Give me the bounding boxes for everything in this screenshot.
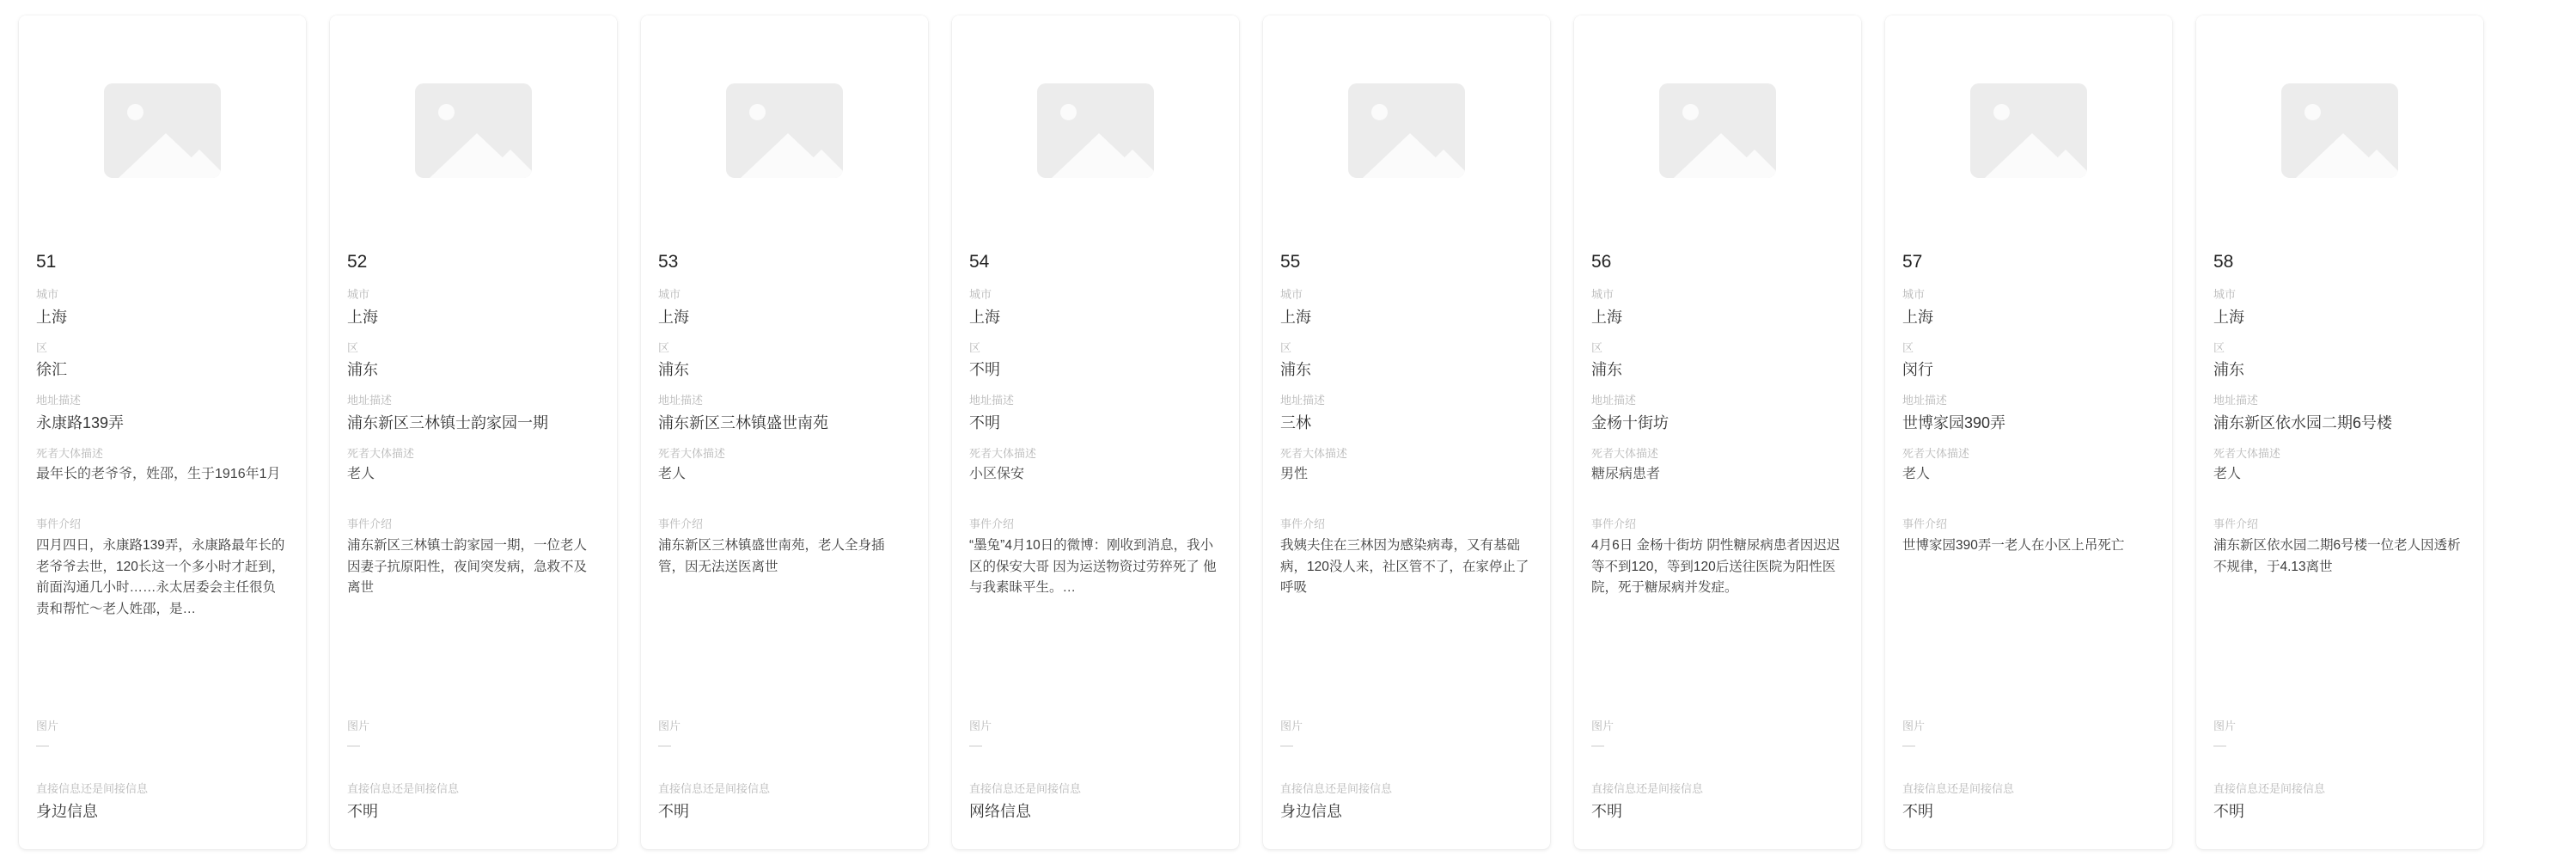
- field-body-desc-label: 死者大体描述: [1591, 446, 1659, 460]
- field-district: [1591, 340, 1844, 382]
- field-district-label: 区: [1280, 340, 1292, 354]
- image-placeholder-icon: [1659, 83, 1776, 178]
- field-image: [347, 718, 600, 756]
- field-source-value: 不明: [1591, 802, 1622, 820]
- card-body: [19, 246, 306, 849]
- field-source-label: 直接信息还是间接信息: [347, 782, 460, 796]
- field-address: [658, 392, 911, 434]
- field-address-value: 浦东新区三林镇盛世南苑: [658, 413, 828, 432]
- card-body: [1263, 246, 1550, 849]
- field-address-value: 不明: [969, 413, 1000, 432]
- field-address-label: 地址描述: [36, 394, 82, 407]
- field-image-value: —: [1280, 738, 1293, 754]
- field-source-value: 身边信息: [1280, 802, 1342, 820]
- field-image-value: —: [347, 738, 360, 754]
- field-source-label: 直接信息还是间接信息: [658, 782, 771, 796]
- field-source: [1902, 780, 2155, 823]
- field-city: [2213, 286, 2466, 328]
- field-body-desc-label: 死者大体描述: [2213, 446, 2281, 460]
- field-image: [2213, 718, 2466, 756]
- field-address-value: 永康路139弄: [36, 413, 125, 432]
- field-district-label: 区: [2213, 340, 2225, 354]
- record-card[interactable]: [1263, 15, 1550, 849]
- field-city-label: 城市: [1591, 288, 1615, 302]
- field-body-desc: [2213, 445, 2466, 486]
- field-image-label: 图片: [1591, 719, 1615, 732]
- image-placeholder-icon: [1348, 83, 1465, 178]
- field-city-label: 城市: [1280, 288, 1303, 302]
- field-address-value: 金杨十街坊: [1591, 413, 1669, 432]
- field-source: [36, 780, 289, 823]
- card-image-placeholder: [1574, 15, 1861, 246]
- card-body: [330, 246, 617, 849]
- field-source: [347, 780, 600, 823]
- field-address-label: 地址描述: [1280, 394, 1326, 407]
- field-event-intro-label: 事件介绍: [36, 517, 82, 531]
- field-body-desc-label: 死者大体描述: [969, 446, 1037, 460]
- field-address-value: 三林: [1280, 413, 1311, 432]
- field-source-label: 直接信息还是间接信息: [36, 782, 149, 796]
- field-image-value: —: [1902, 738, 1915, 754]
- field-district: [36, 340, 289, 382]
- image-placeholder-icon: [726, 83, 843, 178]
- field-district-value: 浦东: [658, 361, 689, 379]
- record-id: 52: [347, 252, 368, 272]
- field-source-value: 不明: [658, 802, 689, 820]
- field-city-label: 城市: [36, 288, 59, 302]
- card-image-placeholder: [952, 15, 1239, 246]
- field-event-intro-value: 浦东新区依水园二期6号楼一位老人因透析不规律，于4.13离世: [2213, 537, 2461, 574]
- field-event-intro-value: “墨兔”4月10日的微博：刚收到消息，我小区的保安大哥 因为运送物资过劳猝死了 他与我素昧平生。…: [969, 537, 1217, 596]
- field-body-desc-value: 男性: [1280, 467, 1309, 482]
- field-event-intro-label: 事件介绍: [658, 517, 704, 531]
- field-city: [1902, 286, 2155, 328]
- field-city-label: 城市: [347, 288, 370, 302]
- field-event-intro: [1902, 516, 2155, 556]
- field-image-label: 图片: [658, 719, 681, 732]
- field-event-intro: [36, 516, 289, 621]
- field-address: [36, 392, 289, 434]
- field-body-desc: [969, 445, 1222, 486]
- image-placeholder-icon: [1970, 83, 2087, 178]
- card-image-placeholder: [19, 15, 306, 246]
- field-body-desc-value: 老人: [347, 467, 375, 482]
- field-image: [1591, 718, 1844, 756]
- field-address-label: 地址描述: [969, 394, 1015, 407]
- field-address-value: 浦东新区依水园二期6号楼: [2213, 413, 2393, 432]
- field-district-value: 不明: [969, 361, 1000, 379]
- field-source-value: 不明: [2213, 802, 2244, 820]
- field-source: [2213, 780, 2466, 823]
- field-body-desc: [658, 445, 911, 486]
- field-image: [1280, 718, 1533, 756]
- field-district-value: 浦东: [2213, 361, 2244, 379]
- field-district: [2213, 340, 2466, 382]
- field-district-value: 浦东: [1280, 361, 1311, 379]
- field-event-intro-value: 浦东新区三林镇盛世南苑，老人全身插管，因无法送医离世: [658, 537, 885, 574]
- field-district-label: 区: [1591, 340, 1603, 354]
- card-image-placeholder: [1263, 15, 1550, 246]
- record-card[interactable]: [1885, 15, 2172, 849]
- field-image-label: 图片: [1902, 719, 1926, 732]
- field-event-intro: [2213, 516, 2466, 578]
- field-body-desc: [36, 445, 289, 486]
- field-body-desc-value: 糖尿病患者: [1591, 467, 1661, 482]
- field-source-label: 直接信息还是间接信息: [1280, 782, 1393, 796]
- field-body-desc-label: 死者大体描述: [347, 446, 415, 460]
- field-address-label: 地址描述: [1902, 394, 1948, 407]
- field-source-label: 直接信息还是间接信息: [1902, 782, 2015, 796]
- record-card[interactable]: [2196, 15, 2483, 849]
- field-city-value: 上海: [1902, 308, 1933, 326]
- field-district: [1280, 340, 1533, 382]
- image-placeholder-icon: [1037, 83, 1154, 178]
- record-id: 53: [658, 252, 679, 272]
- field-district-label: 区: [36, 340, 48, 354]
- field-body-desc-value: 老人: [1902, 467, 1931, 482]
- record-id: 58: [2213, 252, 2234, 272]
- field-city-value: 上海: [36, 308, 67, 326]
- field-event-intro: [969, 516, 1222, 599]
- card-body: [2196, 246, 2483, 849]
- field-event-intro-value: 浦东新区三林镇士韵家园一期，一位老人因妻子抗原阳性，夜间突发病，急救不及离世: [347, 537, 588, 596]
- field-district-value: 徐汇: [36, 361, 67, 379]
- field-city-value: 上海: [658, 308, 689, 326]
- field-city: [1280, 286, 1533, 328]
- field-body-desc: [347, 445, 600, 486]
- field-address-label: 地址描述: [1591, 394, 1637, 407]
- card-body: [1885, 246, 2172, 849]
- field-source: [969, 780, 1222, 823]
- field-city-label: 城市: [1902, 288, 1926, 302]
- field-event-intro-value: 4月6日 金杨十街坊 阴性糖尿病患者因迟迟等不到120，等到120后送往医院为阳性医院，死于糖尿病并发症。: [1591, 537, 1840, 596]
- field-event-intro-label: 事件介绍: [1902, 517, 1948, 531]
- field-city: [658, 286, 911, 328]
- field-body-desc: [1902, 445, 2155, 486]
- field-city: [1591, 286, 1844, 328]
- field-body-desc-value: 老人: [658, 467, 687, 482]
- record-id: 56: [1591, 252, 1612, 272]
- field-address: [2213, 392, 2466, 434]
- field-body-desc-value: 老人: [2213, 467, 2242, 482]
- field-source-value: 不明: [1902, 802, 1933, 820]
- field-body-desc: [1280, 445, 1533, 486]
- field-image-label: 图片: [1280, 719, 1303, 732]
- field-city-value: 上海: [2213, 308, 2244, 326]
- field-image: [36, 718, 289, 756]
- field-event-intro-label: 事件介绍: [1591, 517, 1637, 531]
- field-address: [347, 392, 600, 434]
- card-image-placeholder: [2196, 15, 2483, 246]
- field-address: [969, 392, 1222, 434]
- field-address-label: 地址描述: [347, 394, 393, 407]
- field-image-value: —: [2213, 738, 2226, 754]
- field-source-value: 身边信息: [36, 802, 98, 820]
- field-district-label: 区: [658, 340, 670, 354]
- field-city-value: 上海: [1280, 308, 1311, 326]
- field-address-value: 浦东新区三林镇士韵家园一期: [347, 413, 548, 432]
- field-city: [347, 286, 600, 328]
- field-event-intro: [1591, 516, 1844, 599]
- field-event-intro: [658, 516, 911, 578]
- field-source: [1280, 780, 1533, 823]
- field-district-label: 区: [1902, 340, 1914, 354]
- field-city-label: 城市: [2213, 288, 2237, 302]
- record-id: 57: [1902, 252, 1923, 272]
- field-image-value: —: [969, 738, 982, 754]
- field-district: [1902, 340, 2155, 382]
- field-body-desc-label: 死者大体描述: [658, 446, 726, 460]
- field-address: [1280, 392, 1533, 434]
- field-address: [1902, 392, 2155, 434]
- field-district: [347, 340, 600, 382]
- field-district-value: 浦东: [1591, 361, 1622, 379]
- card-body: [641, 246, 928, 849]
- field-district: [969, 340, 1222, 382]
- record-id: 51: [36, 252, 57, 272]
- field-source-label: 直接信息还是间接信息: [2213, 782, 2326, 796]
- field-event-intro-value: 世博家园390弄一老人在小区上吊死亡: [1902, 537, 2125, 553]
- field-image-value: —: [36, 738, 49, 754]
- field-image: [658, 718, 911, 756]
- image-placeholder-icon: [415, 83, 532, 178]
- field-body-desc: [1591, 445, 1844, 486]
- field-city-value: 上海: [1591, 308, 1622, 326]
- field-district-label: 区: [347, 340, 359, 354]
- field-district: [658, 340, 911, 382]
- field-address-label: 地址描述: [2213, 394, 2259, 407]
- field-body-desc-value: 最年长的老爷爷，姓邵，生于1916年1月: [36, 467, 281, 482]
- field-image-label: 图片: [969, 719, 992, 732]
- field-event-intro: [1280, 516, 1533, 599]
- record-card[interactable]: [1574, 15, 1861, 849]
- record-card[interactable]: [330, 15, 617, 849]
- record-id: 54: [969, 252, 990, 272]
- card-image-placeholder: [1885, 15, 2172, 246]
- field-body-desc-label: 死者大体描述: [1280, 446, 1348, 460]
- field-source: [658, 780, 911, 823]
- field-image: [969, 718, 1222, 756]
- field-source-value: 不明: [347, 802, 378, 820]
- card-image-placeholder: [641, 15, 928, 246]
- field-event-intro-label: 事件介绍: [2213, 517, 2259, 531]
- field-body-desc-label: 死者大体描述: [36, 446, 104, 460]
- card-body: [952, 246, 1239, 849]
- image-placeholder-icon: [2281, 83, 2398, 178]
- field-city-label: 城市: [658, 288, 681, 302]
- field-event-intro-value: 我姨夫住在三林因为感染病毒，又有基础病，120没人来，社区管不了，在家停止了呼吸: [1280, 537, 1529, 596]
- field-source-value: 网络信息: [969, 802, 1031, 820]
- field-source-label: 直接信息还是间接信息: [969, 782, 1082, 796]
- field-event-intro-label: 事件介绍: [347, 517, 393, 531]
- record-id: 55: [1280, 252, 1301, 272]
- field-image: [1902, 718, 2155, 756]
- field-district-value: 闵行: [1902, 361, 1933, 379]
- card-image-placeholder: [330, 15, 617, 246]
- field-image-label: 图片: [2213, 719, 2237, 732]
- field-city-value: 上海: [347, 308, 378, 326]
- field-image-value: —: [1591, 738, 1604, 754]
- field-city-label: 城市: [969, 288, 992, 302]
- field-district-value: 浦东: [347, 361, 378, 379]
- field-image-value: —: [658, 738, 671, 754]
- field-address: [1591, 392, 1844, 434]
- field-event-intro-label: 事件介绍: [969, 517, 1015, 531]
- field-address-value: 世博家园390弄: [1902, 413, 2006, 432]
- field-image-label: 图片: [347, 719, 370, 732]
- field-source-label: 直接信息还是间接信息: [1591, 782, 1704, 796]
- field-body-desc-label: 死者大体描述: [1902, 446, 1970, 460]
- field-event-intro: [347, 516, 600, 599]
- field-event-intro-value: 四月四日，永康路139弄，永康路最年长的老爷爷去世，120长这一个多小时才赶到，前面沟通几小时……永太居委会主任很负责和帮忙～老人姓邵，是…: [36, 537, 285, 617]
- field-city: [36, 286, 289, 328]
- card-body: [1574, 246, 1861, 849]
- field-body-desc-value: 小区保安: [969, 467, 1025, 482]
- field-image-label: 图片: [36, 719, 59, 732]
- image-placeholder-icon: [104, 83, 221, 178]
- record-card[interactable]: [952, 15, 1239, 849]
- record-card[interactable]: [19, 15, 306, 849]
- field-city-value: 上海: [969, 308, 1000, 326]
- field-city: [969, 286, 1222, 328]
- field-address-label: 地址描述: [658, 394, 704, 407]
- field-district-label: 区: [969, 340, 981, 354]
- field-source: [1591, 780, 1844, 823]
- field-event-intro-label: 事件介绍: [1280, 517, 1326, 531]
- record-card[interactable]: [641, 15, 928, 849]
